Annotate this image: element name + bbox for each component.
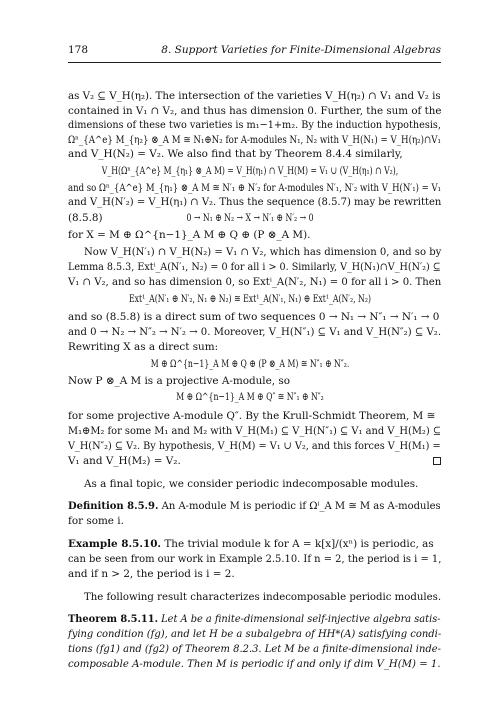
text-line: and so (8.5.8) is a direct sum of two sequences 0 → N₁ → N″₁ → N′₁ → 0 (68, 311, 440, 323)
text-line: and if n > 2, the period is i = 2. (68, 568, 235, 580)
text-line: composable A-module. Then M is periodic if and only if dim V_H(M) = 1. (68, 658, 441, 670)
definition-prefix: An (161, 500, 176, 512)
text-line: dimensions of these two varieties is m₁−1+m₂. By the induction hypothesis, (68, 119, 441, 131)
theorem-text: Let A be a finite-dimensional self-injective algebra satis- (161, 613, 441, 625)
text-line: and so Ωⁿ_{A^e} M_{η₁} ⊗_A M ≅ N′₁ ⊕ N′₂ for A-modules N′₁, N′₂ with V_H(N′₁) = V₁ (68, 182, 442, 194)
text-line: Lemma 8.5.3, Extⁱ_A(N′₁, N₂) = 0 for all i > 0. Similarly, V_H(N₁)∩V_H(N′₂) ⊆ (68, 261, 441, 273)
text-line: as V₂ ⊆ V_H(η₂). The intersection of the varieties V_H(η₂) ∩ V₁ and V₂ is (68, 90, 441, 102)
text-line: contained in V₁ ∩ V₂, and thus has dimension 0. Further, the sum of the (68, 105, 442, 117)
page-header (68, 44, 441, 60)
running-title: 8. Support Varieties for Finite-Dimensional Algebras (161, 44, 441, 56)
text-line: Rewriting X as a direct sum: (68, 341, 219, 353)
example (68, 538, 434, 550)
definition (68, 500, 441, 512)
text-line: for some i. (68, 515, 124, 527)
theorem (68, 613, 441, 625)
text-line: V₁ ∩ V₂, and so has dimension 0, so Extⁱ_A(N′₂, N₁) = 0 for all i > 0. Then (68, 276, 442, 288)
example-label: Example 8.5.10. (68, 538, 162, 550)
text-line: Now V_H(N′₁) ∩ V_H(N₂) = V₁ ∩ V₂, which has dimension 0, and so by (84, 246, 442, 258)
display-equation: M ⊕ Ω^{n−1}_A M ⊕ Q″ ≅ N″₁ ⊕ N″₂ (176, 391, 324, 403)
text-line: V₁ and V_H(M₂) = V₂. (68, 455, 181, 467)
text-line: Ωⁿ_{A^e} M_{η₂} ⊗_A M ≅ N₁⊕N₂ for A-modules N₁, N₂ with V_H(N₁) = V_H(η₂)∩V₁ (68, 134, 441, 146)
text-line: M₁⊕M₂ for some M₁ and M₂ with V_H(M₁) ⊆ V_H(N″₁) ⊆ V₁ and V_H(M₂) ⊆ (68, 425, 442, 437)
header-rule (68, 62, 441, 63)
text-line: As a final topic, we consider periodic indecomposable modules. (84, 478, 419, 490)
text-line: and V_H(N₂) = V₂. We also find that by Theorem 8.4.4 similarly, (68, 148, 403, 160)
theorem-label: Theorem 8.5.11. (68, 613, 158, 625)
end-of-proof-square (433, 457, 441, 465)
equation-number: (8.5.8) (68, 212, 103, 224)
definition-text: A-module M is periodic if Ωⁱ_A M ≅ M as A-modules (178, 500, 441, 512)
example-text: The trivial module k for A = k[x]/(xⁿ) is periodic, as (164, 538, 434, 550)
display-equation: Ext¹_A(N′₁ ⊕ N′₂, N₁ ⊕ N₂) ≅ Ext¹_A(N′₁, N₁) ⊕ Ext¹_A(N′₂, N₂) (129, 293, 371, 305)
text-line: V_H(N″₂) ⊆ V₂. By hypothesis, V_H(M) = V₁ ∪ V₂, and this forces V_H(M₁) = (68, 440, 441, 452)
display-equation: M ⊕ Ω^{n−1}_A M ⊕ Q ⊕ (P ⊗_A M) ≅ N″₁ ⊕ N″₂. (150, 358, 350, 370)
text-line: fying condition (fg), and let H be a subalgebra of HH*(A) satisfying condi- (68, 628, 442, 640)
display-equation: V_H(Ωⁿ_{A^e} M_{η₁} ⊗_A M) = V_H(η₁) ∩ V_H(M) = V₁ ∪ (V_H(η₁) ∩ V₂), (101, 165, 399, 177)
text-line: The following result characterizes indecomposable periodic modules. (84, 591, 442, 603)
text-line: can be seen from our work in Example 2.5.10. If n = 2, the period is i = 1, (68, 553, 442, 565)
text-line: for some projective A-module Q″. By the Krull-Schmidt Theorem, M ≅ (68, 410, 436, 422)
text-line: and 0 → N₂ → N″₂ → N′₂ → 0. Moreover, V_H(N″₁) ⊆ V₁ and V_H(N″₂) ⊆ V₂. (68, 326, 442, 338)
text-line: and V_H(N′₂) = V_H(η₁) ∩ V₂. Thus the sequence (8.5.7) may be rewritten (68, 196, 442, 208)
definition-label: Definition 8.5.9. (68, 500, 159, 512)
text-line: for X = M ⊕ Ω^{n−1}_A M ⊕ Q ⊕ (P ⊗_A M). (68, 229, 311, 241)
display-equation: 0 → N₁ ⊕ N₂ → X → N′₁ ⊕ N′₂ → 0 (186, 212, 314, 224)
text-line: tions (fg1) and (fg2) of Theorem 8.2.3. Let M be a finite-dimensional inde- (68, 643, 441, 655)
text-line: Now P ⊗_A M is a projective A-module, so (68, 375, 290, 387)
page-number: 178 (68, 44, 89, 56)
